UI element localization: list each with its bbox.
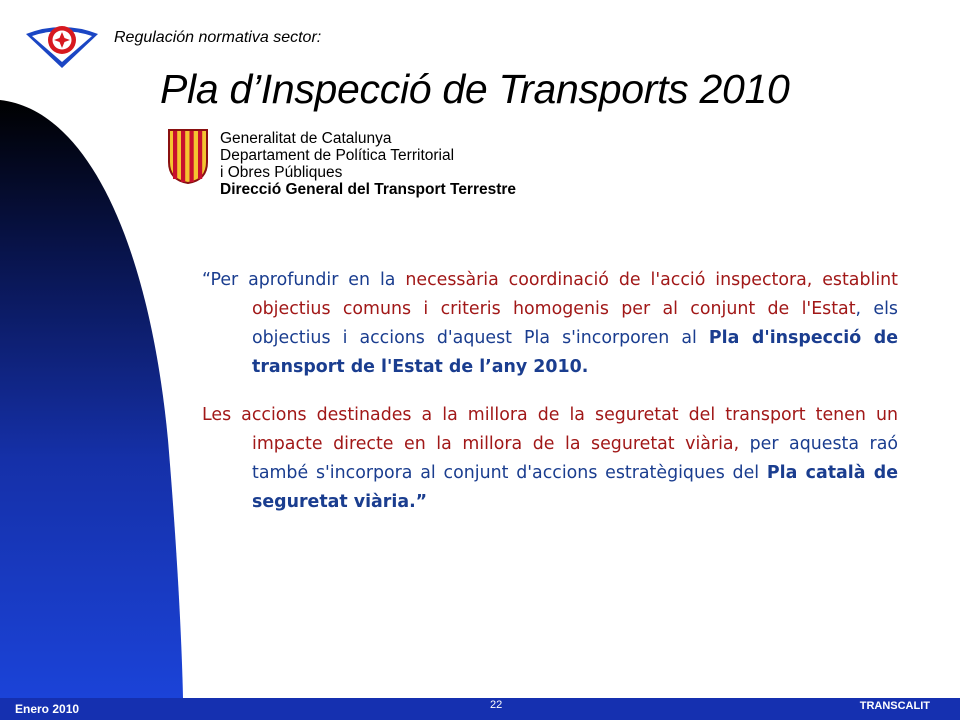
catalan-crest-icon	[166, 126, 210, 184]
footer-date: Enero 2010	[15, 702, 80, 716]
page-title: Pla d’Inspecció de Transports 2010	[160, 66, 790, 112]
footer-brand: TRANSCALIT	[859, 700, 930, 712]
quote-p2-highlight: Les accions destinades a la millora de la seguretat del transport tenen un impacte directe en la millora de la seguretat viària,	[202, 405, 898, 454]
gencat-line-3: i Obres Públiques	[220, 164, 343, 181]
quote-p2-middle: per aquesta raó també s'incorpora al conjunt d'accions estratègiques del	[252, 434, 898, 483]
gencat-line-2: Departament de Política Territorial	[220, 147, 455, 164]
sector-label: Regulación normativa sector:	[114, 29, 322, 46]
gencat-line-1: Generalitat de Catalunya	[220, 130, 392, 147]
quote-p1-plan-name: Pla d'inspecció de transport de l'Estat de l’any 2010.	[252, 328, 898, 377]
quote-p1-middle: , els objectius i accions d'aquest Pla s'incorporen al	[252, 299, 898, 348]
page-number: 22	[490, 699, 503, 711]
quote-p1-highlight: necessària coordinació de l'acció inspectora, establint objectius comuns i criteris homogenis per al conjunt de l'Estat	[252, 270, 898, 319]
quote-p2-plan-name: Pla català de seguretat viària.”	[252, 463, 898, 512]
quote-paragraph-1	[202, 266, 898, 382]
quote-paragraph-2	[202, 401, 898, 517]
generalitat-logo	[166, 126, 546, 196]
quote-p1-intro: “Per aprofundir en la	[202, 270, 406, 290]
transcalit-logo-icon	[22, 14, 102, 72]
footer-bar	[0, 698, 960, 720]
gencat-line-4: Direcció General del Transport Terrestre	[220, 181, 517, 198]
quote-block	[202, 266, 898, 536]
